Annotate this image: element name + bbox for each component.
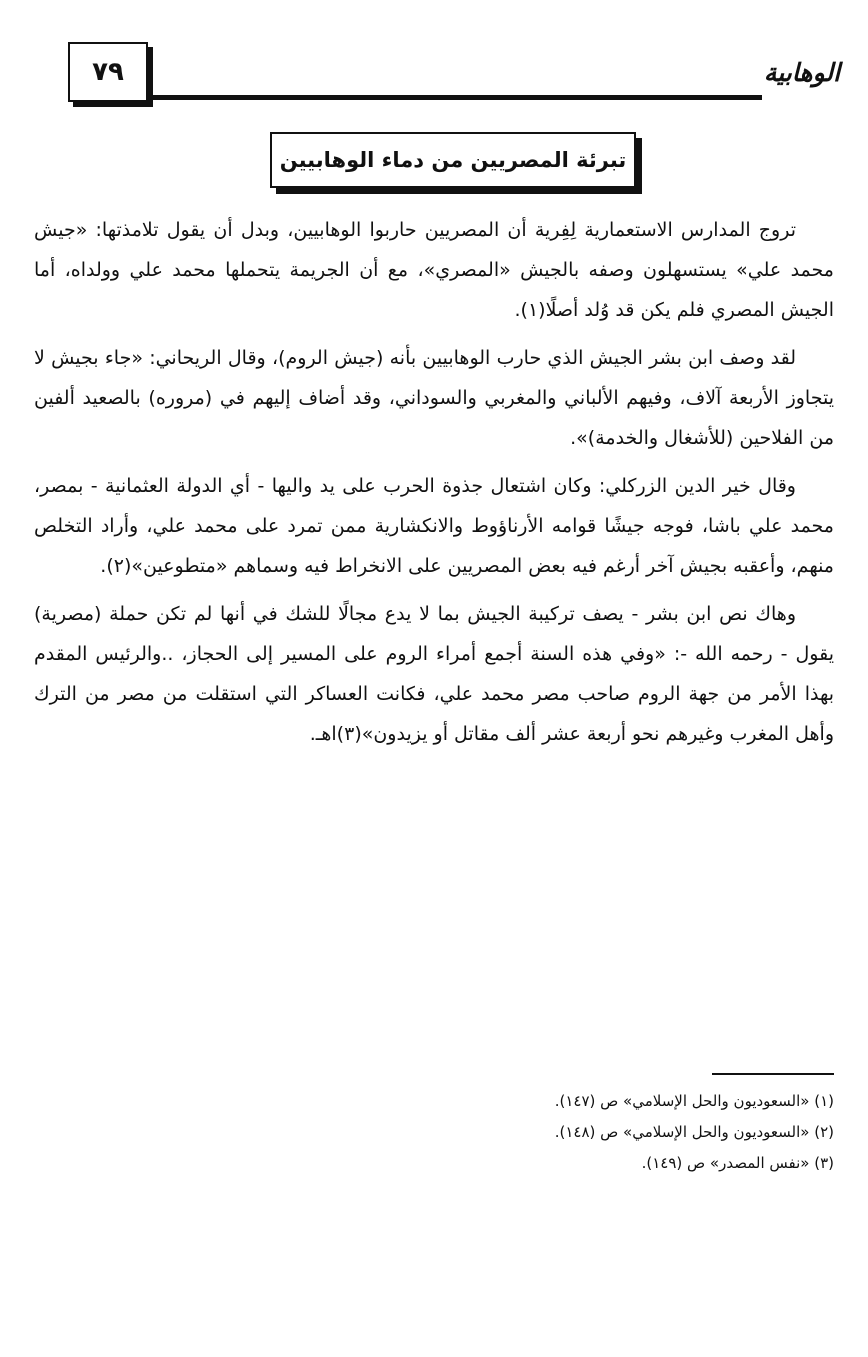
footnote-2: (٢) «السعوديون والحل الإسلامي» ص (١٤٨). [554, 1123, 834, 1141]
book-title-logo: الوهابية [763, 57, 841, 87]
footnote-separator [712, 1073, 834, 1075]
paragraph-2: لقد وصف ابن بشر الجيش الذي حارب الوهابيين بأنه (جيش الروم)، وقال الريحاني: «جاء بجيش لا يتجاوز الأربعة آلاف، وفيهم الألباني والمغربي والسوداني، وقد أضاف إليهم في (مروره) بالصعيد ألفين من الفلاحين (للأشغال والخدمة)». [34, 347, 834, 449]
paragraph-4: وهاك نص ابن بشر - يصف تركيبة الجيش بما لا يدع مجالًا للشك في أنها لم تكن حملة (مصرية) يقول - رحمه الله -: «وفي هذه السنة أجمع أمراء الروم على المسير إلى الحجاز، ..والرئيس المقدم بهذا الأمر من جهة الروم صاحب مصر محمد علي، فكانت العساكر التي استقلت من مصر من الترك وأهل المغرب وغيرهم نحو أربعة عشر ألف مقاتل أو يزيدون»(٣)اهـ. [34, 603, 834, 745]
footnote-1: (١) «السعوديون والحل الإسلامي» ص (١٤٧). [554, 1092, 834, 1110]
paragraph-1: تروج المدارس الاستعمارية لِفِرية أن المصريين حاربوا الوهابيين، وبدل أن يقول تلامذتها: «جيش محمد علي» يستسهلون وصفه بالجيش «المصري»، مع أن الجريمة يتحملها محمد علي وولداه، أما الجيش المصري فلم يكن قد وُلد أصلًا(١). [34, 219, 834, 321]
footnote-3: (٣) «نفس المصدر» ص (١٤٩). [641, 1154, 834, 1172]
body-text [34, 210, 834, 762]
page-header [68, 42, 846, 104]
section-title: تبرئة المصريين من دماء الوهابيين [270, 132, 636, 188]
page-number: ٧٩ [68, 42, 148, 102]
header-rule [150, 95, 762, 100]
footnotes [34, 1086, 834, 1179]
paragraph-3: وقال خير الدين الزركلي: وكان اشتعال جذوة الحرب على يد واليها - أي الدولة العثمانية - بمصر، محمد علي باشا، فوجه جيشًا قوامه الأرناؤوط والانكشارية ممن تمرد على محمد علي، وأراد التخلص منهم، وأعقبه بجيش آخر أرغم فيه بعض المصريين على الانخراط فيه وسماهم «متطوعين»(٢). [34, 475, 834, 577]
